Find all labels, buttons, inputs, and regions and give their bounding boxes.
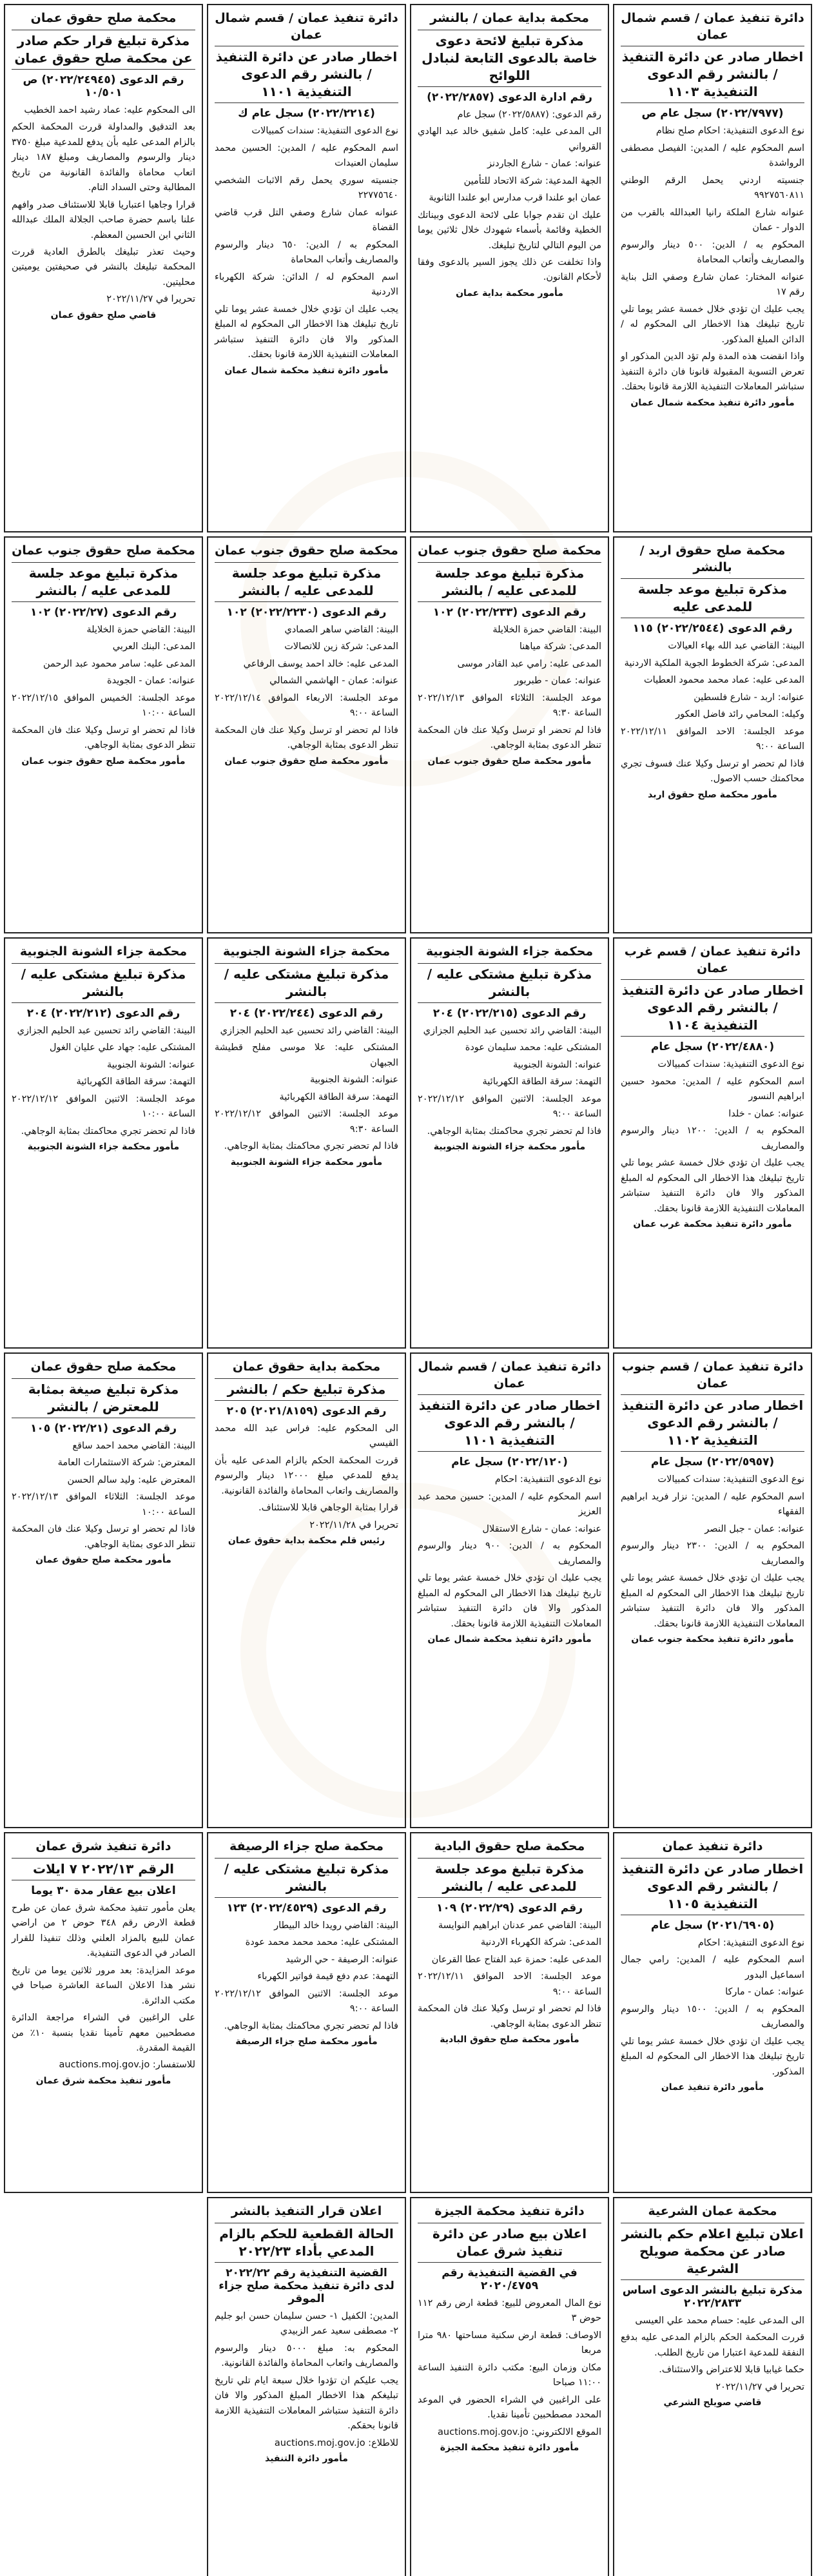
notice-court-title: دائرة تنفيذ عمان / قسم غرب عمان	[624, 944, 801, 975]
notice-heading: الحالة القطعية للحكم بالزام المدعي بأداء ٢٠٢٢/٢٣	[215, 2223, 398, 2263]
notice-case-number: رقم الدعوى (٢٠٢٢/٢٧) ١٠٢	[30, 605, 177, 619]
notice-heading: مذكرة تبليغ موعد جلسة للمدعى عليه / بالنشر	[418, 562, 601, 602]
notice-paragraph: المدعى: شركة زين للاتصالات	[284, 641, 398, 652]
legal-notice	[207, 1352, 406, 1828]
legal-notice	[410, 1352, 609, 1828]
notice-signature: مأمور دائرة التنفيذ	[265, 2454, 348, 2464]
notice-paragraph: تحريرا في ٢٠٢٢/١١/٢٧	[715, 2381, 804, 2392]
notice-body	[12, 1439, 195, 1552]
notice-paragraph: التهمة: سرقة الطاقة الكهربائية	[279, 1091, 398, 1102]
notice-paragraph: البينة: القاضي ساهر الصمادي	[284, 624, 398, 635]
notice-paragraph: عنوانه: عمان - شارع الاستقلال	[482, 1523, 601, 1534]
notice-paragraph: الموقع الالكتروني: auctions.moj.gov.jo	[438, 2426, 601, 2437]
notice-paragraph: عنوانه: عمان - ماركا	[725, 1987, 804, 1998]
notice-court-title: محكمة صلح حقوق عمان	[30, 11, 177, 25]
legal-notice	[207, 536, 406, 933]
notice-paragraph: عنوانه المختار: عمان شارع وصفي التل بناية رقم ١٧	[621, 271, 804, 298]
notice-paragraph: على الراغبين في الشراء الحضور في الموعد المحدد مصطحبين تأمينا نقديا.	[418, 2394, 601, 2421]
notice-paragraph: للاستفسار: auctions.moj.gov.jo	[59, 2060, 195, 2071]
notice-paragraph: عنوانه: الشونة الجنوبية	[513, 1059, 601, 1070]
notice-court-title: دائرة تنفيذ محكمة الجيزة	[434, 2204, 585, 2218]
notice-body	[621, 639, 804, 786]
notice-paragraph: يجب عليك ان تؤدي خلال خمسة عشر يوما تلي تاريخ تبليغك هذا الاخطار الى المحكوم له المبلغ المذكور والا فان دائرة التنفيذ ستباشر المعاملات التنفيذية اللازمة قانونا بحقك.	[621, 1573, 804, 1629]
notice-heading: مذكرة تبليغ مشتكى عليه / بالنشر	[215, 963, 398, 1003]
notice-paragraph: المعترض: شركة الاستثمارات العامة	[57, 1458, 195, 1469]
legal-notice	[410, 2197, 609, 2576]
notice-paragraph: عنوانه: عمان - الجويدة	[107, 676, 195, 687]
notice-paragraph: المشتكى عليه: محمد محمد محمد عودة	[245, 1937, 398, 1948]
notice-paragraph: فاذا لم تحضر او ترسل وكيلا عنك فان المحكمة تنظر الدعوى بمثابة الوجاهي.	[12, 1524, 195, 1550]
legal-notice	[207, 937, 406, 1349]
notice-paragraph: نوع الدعوى التنفيذية: احكام	[494, 1474, 601, 1485]
notice-body	[621, 124, 804, 395]
notice-paragraph: واذا تخلفت عن ذلك يجوز السير بالدعوى وفقا لأحكام القانون.	[418, 257, 601, 283]
notice-case-number: رقم الدعوى (٢٠٢١/٨١٥٩) ٢٠٥	[226, 1404, 387, 1418]
notice-paragraph: البينة: القاضي حمزة الخلايلة	[492, 624, 601, 635]
notice-paragraph: تحريرا في ٢٠٢٢/١١/٢٧	[106, 294, 195, 305]
notice-case-number: (٢٠٢١/٦٩٠٥) سجل عام	[650, 1918, 775, 1932]
notice-body	[621, 2314, 804, 2395]
notice-paragraph: عنوانه: عمان - الهاشمي الشمالي	[269, 676, 398, 687]
notice-paragraph: يجب عليكم ان تؤدوا خلال سبعة ايام تلي تاريخ تبليغكم هذا الاخطار المبلغ المذكور والا فان دائرة التنفيذ ستباشر المعاملات التنفيذية اللازمة قانونا بحقكم.	[215, 2375, 398, 2432]
notice-signature: رئيس قلم محكمة بداية حقوق عمان	[228, 1536, 385, 1547]
notice-paragraph: وكيله: المحامي رائد فاضل العكور	[675, 709, 804, 720]
legal-notice	[613, 4, 812, 532]
notice-paragraph: عنوانه: عمان - شارع الجاردنز	[487, 159, 601, 170]
notice-paragraph: نوع الدعوى التنفيذية: سندات كمبيالات	[657, 1059, 804, 1070]
notice-court-title: محكمة صلح جزاء الرصيفة	[229, 1839, 384, 1853]
legal-notice	[207, 2197, 406, 2576]
notice-body	[12, 103, 195, 307]
legal-notice	[4, 1352, 203, 1828]
notice-signature: مأمور دائرة تنفيذ محكمة شمال عمان	[630, 397, 795, 408]
notice-heading: مذكرة تبليغ موعد جلسة للمدعى عليه / بالنشر	[12, 562, 195, 602]
notice-signature: مأمور محكمة صلح حقوق اربد	[648, 789, 777, 800]
notice-signature: مأمور دائرة تنفيذ محكمة جنوب عمان	[631, 1634, 794, 1645]
notice-signature: مأمور محكمة بداية عمان	[456, 288, 563, 298]
notice-case-number: رقم الدعوى (٢٠٢٢/٤٥٢٩) ١٢٣	[226, 1901, 387, 1915]
notice-signature: مأمور دائرة تنفيذ عمان	[661, 2082, 764, 2093]
notice-body	[418, 1918, 601, 2032]
notice-court-title: محكمة جزاء الشونة الجنوبية	[19, 944, 188, 959]
notice-heading: اخطار صادر عن دائرة التنفيذ / بالنشر رقم الدعوى التنفيذية ١١٠٣	[621, 46, 804, 103]
notice-paragraph: فاذا لم تحضر او ترسل وكيلا عنك فان المحكمة تنظر الدعوى بمثابة الوجاهي.	[418, 2004, 601, 2029]
notice-paragraph: التهمة: عدم دفع قيمة فواتير الكهرباء	[257, 1971, 398, 1982]
notice-paragraph: حكما غيابيا قابلا للاعتراض والاستئناف.	[659, 2365, 804, 2376]
notice-heading: مذكرة تبليغ موعد جلسة للمدعى عليه / بالنشر	[418, 1858, 601, 1898]
notice-paragraph: نوع الدعوى التنفيذية: احكام صلح نظام	[656, 126, 804, 137]
notice-paragraph: يجب عليك ان تؤدي خلال خمسة عشر يوما تلي تاريخ تبليغك هذا الاخطار الى المحكوم له المبلغ المذكور والا فان دائرة التنفيذ ستباشر المعاملات التنفيذية اللازمة قانونا بحقك.	[215, 304, 398, 360]
notice-paragraph: عنوانه: عمان - خلدا	[728, 1108, 804, 1119]
notice-paragraph: فاذا لم تحضر تجري محاكمتك بمثابة الوجاهي.	[224, 2020, 398, 2031]
notice-case-number: القضية التنفيذية رقم ٢٠٢٢/٢٢ لدى دائرة تنفيذ محكمة صلح جزاء الموقر	[219, 2266, 394, 2305]
notice-case-number: رقم الدعوى (٢٠٢٢/٢١٥) ٢٠٤	[432, 1006, 587, 1020]
notice-court-title: اعلان قرار التنفيذ بالنشر	[231, 2204, 382, 2218]
notice-case-number: (٢٠٢٢/١٢٠) سجل عام	[451, 1456, 568, 1469]
notice-paragraph: الى المدعى عليه: حسام محمد علي العيسى	[635, 2315, 804, 2326]
notice-body	[621, 1057, 804, 1216]
notice-paragraph: عنوانه عمان شارع وصفي التل قرب قاضي القضاة	[215, 207, 398, 233]
notice-paragraph: جنسيته سوري يحمل رقم الاثبات الشخصي ٢٢٧٧٥٦٤٠	[215, 175, 398, 201]
notice-paragraph: جنسيته اردني يحمل الرقم الوطني ٩٩٢٧٥٦٠٨١١	[621, 175, 804, 201]
legal-notice	[4, 937, 203, 1349]
notice-paragraph: البينة: القاضي عمر عدنان ابراهيم النوايسة	[438, 1920, 601, 1931]
notice-case-number: (٢٠٢٢/٧٩٧٧) سجل عام ص	[641, 107, 784, 121]
notice-heading: اعلان تبليغ اعلام حكم بالنشر صادر عن محكمة صويلح الشرعية	[621, 2223, 804, 2280]
notice-case-number: رقم الدعوى (٢٠٢٢/٢٢٣٠) ١٠٢	[226, 605, 387, 619]
notice-paragraph: الى المدعى عليه: كامل شفيق خالد عبد الهادي القرواني	[418, 126, 601, 152]
notice-heading: اعلان بيع صادر عن دائرة تنفيذ شرق عمان	[418, 2223, 601, 2263]
notice-court-title: محكمة صلح حقوق اربد / بالنشر	[639, 543, 786, 574]
notice-paragraph: المحكوم به / الدين: ٥٠٠ دينار والرسوم والمصاريف وأتعاب المحاماة	[621, 239, 804, 266]
notice-court-title: دائرة تنفيذ عمان / قسم شمال عمان	[418, 1360, 601, 1390]
notice-paragraph: البينة: القاضي حمزة الخلايلة	[86, 624, 195, 635]
notice-case-number: في القضية التنفيذية رقم ٢٠٢٠/٤٧٥٩	[442, 2266, 578, 2292]
notice-paragraph: المدعى: شركة الكهرباء الاردنية	[480, 1937, 601, 1948]
legal-notice	[207, 4, 406, 532]
notice-case-number: (٢٠٢٢/٤٨٨٠) سجل عام	[650, 1040, 775, 1054]
notice-paragraph: موعد الجلسة: الخميس الموافق ٢٠٢٢/١٢/١٥ الساعة ١٠:٠٠	[12, 692, 195, 719]
notice-paragraph: المدعى عليه: خالد احمد يوسف الرفاعي	[243, 658, 398, 669]
notice-paragraph: عنوانه: الشونة الجنوبية	[310, 1075, 398, 1086]
notice-court-title: دائرة تنفيذ شرق عمان	[35, 1839, 171, 1853]
notice-court-title: دائرة تنفيذ عمان / قسم شمال عمان	[621, 11, 804, 42]
notice-paragraph: التهمة: سرقة الطاقة الكهربائية	[76, 1077, 195, 1088]
legal-notice	[410, 937, 609, 1349]
notice-paragraph: نوع الدعوى التنفيذية: سندات كمبيالات	[657, 1474, 804, 1485]
notice-paragraph: على الراغبين في الشراء مراجعة الدائرة مصطحبين معهم تأمينا نقديا بنسبة ١٠٪ من القيمة المقدرة.	[12, 2013, 195, 2053]
notice-signature: مأمور محكمة صلح حقوق جنوب عمان	[21, 756, 186, 766]
notice-heading: مذكرة تبليغ مشتكى عليه / بالنشر	[215, 1858, 398, 1898]
legal-notice	[4, 1832, 203, 2193]
notice-signature: مأمور محكمة جزاء الشونة الجنوبية	[27, 1142, 180, 1153]
legal-notice	[4, 4, 203, 532]
legal-notice	[613, 1832, 812, 2193]
notice-body	[12, 623, 195, 754]
notice-paragraph: الى المحكوم عليه: فراس عبد الله محمد القيسي	[215, 1423, 398, 1449]
notice-heading: مذكرة تبليغ حكم / بالنشر	[215, 1378, 398, 1401]
notice-paragraph: المدعى: شركة مياهنا	[519, 641, 601, 652]
notice-heading: اخطار صادر عن دائرة التنفيذ / بالنشر رقم الدعوى التنفيذية ١١٠٤	[621, 979, 804, 1037]
notice-paragraph: الجهة المدعية: شركة الاتحاد للتأمين	[463, 175, 601, 186]
notice-case-number: (٢٠٢٢/٢٢١٤) سجل عام ك	[238, 107, 375, 121]
notice-signature: مأمور دائرة تنفيذ محكمة غرب عمان	[633, 1219, 792, 1230]
notice-paragraph: اسم المحكوم عليه / المدين: محمود حسين ابراهيم النسور	[621, 1076, 804, 1102]
notice-paragraph: نوع الدعوى التنفيذية: سندات كمبيالات	[251, 126, 398, 137]
notice-paragraph: نوع المال المعروض للبيع: قطعة ارض رقم ١١٢ حوض ٣	[418, 2298, 601, 2324]
legal-notice	[613, 1352, 812, 1828]
notice-paragraph: البينة: القاضي رائد تحسين عبد الحليم الجزازي	[423, 1025, 601, 1036]
notice-court-title: دائرة تنفيذ عمان	[662, 1839, 763, 1853]
notice-heading: الرقم ٢٠٢٢/١٣ ٧ ايلات	[12, 1858, 195, 1880]
notice-body	[215, 1421, 398, 1533]
notice-paragraph: فاذا لم تحضر او ترسل وكيلا عنك فان المحكمة تنظر الدعوى بمثابة الوجاهي.	[418, 725, 601, 751]
notice-case-number: رقم الدعوى (٢٠٢٢/٢٤٤) ٢٠٤	[229, 1006, 384, 1020]
notice-paragraph: يعلن مأمور تنفيذ محكمة شرق عمان عن طرح قطعة الارض رقم ٣٤٨ حوض ٢ من اراضي عمان للبيع بالمزاد العلني وذلك تنفيذا للقرار الصادر في الدعوى التنفيذية.	[12, 1902, 196, 1959]
notice-case-number: مذكرة تبليغ بالنشر الدعوى اساس ٢٠٢٢/٢٨٣٣	[622, 2283, 803, 2310]
notice-paragraph: الى المحكوم عليه: عماد رشيد احمد الخطيب	[24, 104, 195, 115]
notice-court-title: محكمة صلح حقوق عمان	[30, 1360, 177, 1374]
notice-paragraph: المدعى: شركة الخطوط الجوية الملكية الاردنية	[624, 658, 804, 668]
notice-paragraph: البينة: القاضي رائد تحسين عبد الحليم الجزازي	[220, 1025, 398, 1036]
notice-court-title: دائرة تنفيذ عمان / قسم جنوب عمان	[621, 1360, 804, 1390]
notice-paragraph: المشتكى عليه: جهاد علي عليان الغول	[49, 1042, 195, 1053]
notice-paragraph: اسم المحكوم عليه / المدين: نزار فريد ابراهيم الفقهاء	[621, 1491, 804, 1517]
notice-heading: اخطار صادر عن دائرة التنفيذ / بالنشر رقم الدعوى التنفيذية ١١٠١	[418, 1394, 601, 1452]
notice-paragraph: اسم المحكوم عليه / المدين: حسين محمد عبد العزيز	[418, 1491, 601, 1517]
notice-signature: مأمور محكمة صلح حقوق عمان	[35, 1555, 171, 1566]
notice-paragraph: موعد الجلسة: الاربعاء الموافق ٢٠٢٢/١٢/١٤ الساعة ٩:٠٠	[215, 692, 398, 719]
notice-paragraph: فاذا لم تحضر تجري محاكمتك بمثابة الوجاهي.	[224, 1141, 398, 1152]
notice-paragraph: الاوصاف: قطعة ارض سكنية مساحتها ٩٨٠ مترا مربعا	[418, 2330, 601, 2356]
notice-case-number: (٢٠٢٢/٥٩٥٧) سجل عام	[650, 1456, 775, 1469]
legal-notice	[410, 536, 609, 933]
notice-body	[215, 1024, 398, 1155]
notice-paragraph: يجب عليك ان تؤدي خلال خمسة عشر يوما تلي تاريخ تبليغك هذا الاخطار الى المحكوم له المبلغ المذكور والا فان دائرة التنفيذ ستباشر المعاملات التنفيذية اللازمة قانونا بحقك.	[621, 1158, 804, 1214]
notice-paragraph: وحيث تعذر تبليغك بالطرق العادية قررت المحكمة تبليغك بالنشر في صحيفتين يوميتين محليتين.	[12, 247, 195, 288]
notice-heading: اخطار صادر عن دائرة التنفيذ / بالنشر رقم الدعوى التنفيذية ١١٠١	[215, 46, 398, 103]
notice-body	[215, 623, 398, 754]
notice-paragraph: نوع الدعوى التنفيذية: احكام	[697, 1937, 804, 1948]
notice-paragraph: قررت المحكمة الحكم بالزام المدعى عليه بأن يدفع للمدعي مبلغ ١٢٠٠٠ دينار والرسوم والمصاريف واتعاب المحاماة والفائدة القانونية.	[215, 1455, 398, 1496]
notice-paragraph: يجب عليك ان تؤدي خلال خمسة عشر يوما تلي تاريخ تبليغك هذا الاخطار الى المحكوم له المبلغ المذكور والا فان دائرة التنفيذ ستباشر المعاملات التنفيذية اللازمة قانونا بحقك.	[418, 1573, 601, 1629]
notice-heading: مذكرة تبليغ موعد جلسة للمدعى عليه / بالنشر	[215, 562, 398, 602]
notice-paragraph: البينة: القاضي محمد احمد ساقع	[72, 1440, 195, 1451]
notice-paragraph: البينة: القاضي رائد تحسين عبد الحليم الجزازي	[17, 1025, 195, 1036]
notice-paragraph: التهمة: سرقة الطاقة الكهربائية	[482, 1077, 601, 1088]
notice-paragraph: موعد الجلسة: الثلاثاء الموافق ٢٠٢٢/١٢/١٣ الساعة ١٠:٠٠	[12, 1492, 195, 1517]
notice-body	[418, 2296, 601, 2440]
notice-court-title: محكمة بداية حقوق عمان	[232, 1360, 381, 1374]
legal-notices-page	[4, 4, 812, 2572]
legal-notice	[207, 1832, 406, 2193]
legal-notice	[613, 2197, 812, 2576]
notice-court-title: محكمة عمان الشرعية	[648, 2204, 777, 2218]
notice-paragraph: موعد الجلسة: الاثنين الموافق ٢٠٢٢/١٢/١٢ الساعة ٩:٣٠	[215, 1109, 398, 1135]
notice-paragraph: المدين: الكفيل ١- حسن سليمان حسن ابو جليم ٢- مصطفى سعيد عمر الزبيدي	[215, 2310, 398, 2337]
notice-court-title: محكمة صلح حقوق جنوب عمان	[12, 543, 195, 558]
notice-heading: مذكرة تبليغ لائحة دعوى خاصة بالدعوى التابعة لنبادل اللوائح	[418, 30, 601, 87]
notice-court-title: محكمة صلح حقوق البادية	[434, 1839, 585, 1853]
notice-signature: مأمور محكمة صلح حقوق جنوب عمان	[427, 756, 592, 766]
notice-body	[418, 623, 601, 754]
notice-case-number: رقم الدعوى (٢٠٢٢/٢٤٩٤٥) ص ١٠/٥٠١	[23, 73, 184, 99]
notice-paragraph: موعد الجلسة: الاثنين الموافق ٢٠٢٢/١٢/١٢ الساعة ١٠:٠٠	[12, 1093, 195, 1120]
notice-case-number: رقم الدعوى (٢٠٢٢/٢١٢) ٢٠٤	[26, 1006, 180, 1020]
notice-court-title: محكمة صلح حقوق جنوب عمان	[418, 543, 601, 558]
legal-notice	[613, 937, 812, 1349]
notice-body	[215, 124, 398, 362]
notice-body	[418, 1024, 601, 1139]
notice-paragraph: يجب عليك ان تؤدي خلال خمسة عشر يوما تلي تاريخ تبليغك هذا الاخطار الى المحكوم له / الدائن المبلغ المذكور.	[621, 304, 804, 345]
notice-paragraph: رقم الدعوى: (٢٠٢٢/٥٨٨٧) سجل عام	[457, 109, 601, 120]
notice-paragraph: اسم المحكوم له / الدائن: شركة الكهرباء الاردنية	[215, 271, 398, 298]
notice-heading: مذكرة تبليغ قرار حكم صادر عن محكمة صلح حقوق عمان	[12, 30, 195, 70]
notice-paragraph: للاطلاع: auctions.moj.gov.jo	[274, 2437, 398, 2448]
notice-paragraph: تحريرا في ٢٠٢٢/١١/٢٨	[309, 1519, 398, 1530]
notice-paragraph: موعد الجلسة: الاحد الموافق ٢٠٢٢/١٢/١١ الساعة ٩:٠٠	[621, 726, 804, 752]
notice-court-title: محكمة صلح حقوق جنوب عمان	[215, 543, 398, 558]
notice-signature: مأمور محكمة جزاء الشونة الجنوبية	[433, 1142, 586, 1153]
notice-paragraph: موعد الجلسة: الاحد الموافق ٢٠٢٢/١٢/١١ الساعة ٩:٠٠	[418, 1971, 601, 1997]
notice-paragraph: اسم المحكوم عليه / المدين: الحسين محمد سليمان العنيدات	[215, 142, 398, 169]
legal-notice	[410, 1832, 609, 2193]
notice-body	[12, 1024, 195, 1139]
notice-paragraph: عنوانه: اربد - شارع فلسطين	[694, 692, 804, 703]
notice-signature: مأمور دائرة تنفيذ محكمة شمال عمان	[224, 365, 389, 376]
notice-paragraph: عنوانه: عمان - جبل النصر	[704, 1523, 804, 1534]
notice-case-number: رقم الدعوى (٢٠٢٢/٢١) ١٠٥	[30, 1421, 177, 1435]
notice-body	[418, 1472, 601, 1632]
notice-paragraph: فاذا لم تحضر او ترسل وكيلا عنك فسوف تجري محاكمتك حسب الاصول.	[621, 758, 804, 785]
notice-signature: قاضي صلح حقوق عمان	[50, 309, 157, 320]
notice-case-number: رقم الدعوى (٢٠٢٢/٢٣٣) ١٠٢	[432, 605, 587, 619]
notice-signature: مأمور دائرة تنفيذ محكمة شمال عمان	[427, 1634, 592, 1645]
notice-signature: مأمور محكمة صلح حقوق البادية	[440, 2034, 579, 2045]
notice-case-number: رقم ادارة الدعوى (٢٠٢٢/٢٨٥٧)	[427, 90, 592, 104]
notice-court-title: محكمة بداية عمان / بالنشر	[430, 11, 589, 25]
notice-paragraph: عنوانه شارع الملكة رانيا العبدالله بالقرب من الدوار - عمان	[621, 207, 804, 233]
notice-paragraph: المعترض عليه: وليد سالم الحسن	[67, 1474, 195, 1485]
notice-paragraph: قرارا بمثابة الوجاهي قابلا للاستئناف.	[258, 1503, 398, 1514]
notice-signature: مأمور محكمة صلح حقوق جنوب عمان	[224, 756, 389, 766]
notice-signature: مأمور محكمة صلح جزاء الرصيفة	[235, 2036, 378, 2047]
notice-heading: مذكرة تبليغ صيغة بمثابة للمعترض / بالنشر	[12, 1378, 195, 1418]
notice-paragraph: المدعى عليه: حمزة عبد الفتاح عطا القرعان	[431, 1954, 601, 1965]
notice-case-number: رقم الدعوى (٢٠٢٢/٢٩) ١٠٩	[436, 1901, 583, 1915]
notice-paragraph: البينة: القاضي رويدا خالد البيطار	[274, 1920, 398, 1931]
notice-paragraph: واذا انقضت هذه المدة ولم تؤد الدين المذكور او تعرض التسوية المقبولة قانونا فان دائرة التنفيذ ستباشر المعاملات التنفيذية اللازمة قانونا بحقك.	[621, 351, 804, 393]
notice-paragraph: اسم المحكوم عليه / المدين: رامي جمال اسماعيل البدور	[621, 1955, 804, 1980]
notice-paragraph: فاذا لم تحضر او ترسل وكيلا عنك فان المحكمة تنظر الدعوى بمثابة الوجاهي.	[215, 725, 398, 751]
notice-paragraph: يجب عليك ان تؤدي خلال خمسة عشر يوما تلي تاريخ تبليغك هذا الاخطار الى المحكوم له المبلغ المذكور.	[621, 2036, 804, 2077]
notice-body	[215, 1918, 398, 2034]
legal-notice	[410, 4, 609, 532]
notice-paragraph: المحكوم به / الدين: ١٥٠٠ دينار والرسوم والمصاريف	[621, 2004, 804, 2030]
notice-paragraph: عنوانه: الشونة الجنوبية	[107, 1059, 195, 1070]
notice-signature: مأمور دائرة تنفيذ محكمة الجيزة	[440, 2443, 579, 2453]
notice-paragraph: المشتكى عليه: محمد سليمان عودة	[465, 1042, 601, 1053]
notice-court-title: دائرة تنفيذ عمان / قسم شمال عمان	[215, 11, 398, 42]
legal-notice	[4, 536, 203, 933]
notice-paragraph: عمان ابو علندا قرب مدارس ابو علندا الثانوية	[429, 193, 601, 204]
notice-paragraph: المحكوم به: مبلغ ٥٠٠٠ دينار والرسوم والمصاريف واتعاب المحاماة والفائدة القانونية.	[215, 2343, 398, 2369]
notice-paragraph: المدعى عليه: رامي عبد القادر موسى	[457, 658, 601, 669]
legal-notice	[613, 536, 812, 933]
notice-body	[418, 108, 601, 286]
notice-paragraph: اسم المحكوم عليه / المدين: الفيصل مصطفى الرواشدة	[621, 142, 804, 169]
notice-body	[12, 1901, 195, 2073]
notice-paragraph: فاذا لم تحضر تجري محاكمتك بمثابة الوجاهي.	[427, 1126, 601, 1137]
notice-paragraph: عنوانه: الرصيفة - حي الرشيد	[286, 1954, 398, 1965]
notice-signature: مأمور محكمة جزاء الشونة الجنوبية	[230, 1156, 383, 1167]
notice-paragraph: المحكوم به / الدين: ٦٥٠ دينار والرسوم والمصاريف وأتعاب المحاماة	[215, 239, 398, 266]
notice-case-number: رقم الدعوى (٢٠٢٢/٢٥٤٤) ١١٥	[632, 622, 793, 636]
notice-paragraph: قررت المحكمة الحكم بالزام المدعى عليه بدفع النفقة للمدعية اعتبارا من تاريخ الطلب.	[621, 2332, 804, 2358]
notice-body	[621, 1472, 804, 1632]
notice-paragraph: مكان وزمان البيع: مكتب دائرة التنفيذ الساعة ١١:٠٠ صباحا	[418, 2362, 601, 2388]
notice-court-title: محكمة جزاء الشونة الجنوبية	[425, 944, 594, 959]
notice-paragraph: المدعى: البنك العربي	[112, 641, 195, 652]
notice-paragraph: المدعى عليه: سامر محمود عبد الرحمن	[43, 658, 195, 669]
notice-paragraph: المحكوم به / الدين: ١٢٠٠ دينار والرسوم والمصاريف	[621, 1126, 804, 1151]
notice-paragraph: موعد الجلسة: الاثنين الموافق ٢٠٢٢/١٢/١٢ الساعة ٩:٠٠	[418, 1093, 601, 1120]
notice-paragraph: فاذا لم تحضر او ترسل وكيلا عنك فان المحكمة تنظر الدعوى بمثابة الوجاهي.	[12, 725, 195, 751]
notice-paragraph: فاذا لم تحضر تجري محاكمتك بمثابة الوجاهي.	[21, 1126, 195, 1137]
notice-heading: مذكرة تبليغ موعد جلسة للمدعى عليه	[621, 578, 804, 618]
notice-case-number: اعلان بيع عقار مدة ٣٠ يوما	[31, 1884, 176, 1897]
notice-paragraph: المحكوم به / الدين: ٢٣٠٠ دينار والرسوم والمصاريف	[621, 1541, 804, 1566]
notice-body	[621, 1936, 804, 2080]
notice-paragraph: بعد التدقيق والمداولة قررت المحكمة الحكم بالزام المدعى عليه بأن يدفع للمدعية مبلغ ٣٧٥٠ دينار والرسوم والمصاريف ومبلغ ١٨٧ دينار اتعاب محاماة والفائدة القانونية من تاريخ المطالبة وحتى السداد التام.	[12, 122, 195, 193]
notice-paragraph: عنوانه: عمان - طبربور	[514, 676, 601, 687]
notice-signature: قاضي صويلح الشرعي	[663, 2397, 762, 2408]
notice-court-title: محكمة جزاء الشونة الجنوبية	[222, 944, 391, 959]
notice-heading: مذكرة تبليغ مشتكى عليه / بالنشر	[12, 963, 195, 1003]
notice-paragraph: المدعى عليه: عماد محمد محمود العطيات	[644, 675, 804, 686]
notice-heading: اخطار صادر عن دائرة التنفيذ / بالنشر رقم الدعوى التنفيذية ١١٠٥	[621, 1858, 804, 1915]
notice-paragraph: البينة: القاضي عبد الله بهاء العيالات	[668, 641, 804, 652]
notice-paragraph: موعد الجلسة: الثلاثاء الموافق ٢٠٢٢/١٢/١٣ الساعة ٩:٣٠	[418, 692, 601, 719]
notice-paragraph: موعد الجلسة: الاثنين الموافق ٢٠٢٢/١٢/١٢ الساعة ٩:٠٠	[215, 1988, 398, 2015]
notice-paragraph: عليك ان تقدم جوابا على لائحة الدعوى وبيناتك الخطية وقائمة بأسماء شهودك خلال ثلاثين يوما من اليوم التالي لتاريخ تبليغك.	[418, 210, 601, 251]
notice-heading: مذكرة تبليغ مشتكى عليه / بالنشر	[418, 963, 601, 1003]
notice-paragraph: موعد المزايدة: بعد مرور ثلاثين يوما من تاريخ نشر هذا الاعلان الساعة العاشرة صباحا في مكتب الدائرة.	[12, 1965, 195, 2006]
notice-paragraph: قرارا وجاهيا اعتباريا قابلا للاستئناف صدر وافهم علنا باسم حضرة صاحب الجلالة الملك عبدالله الثاني ابن الحسين المعظم.	[12, 199, 195, 240]
notice-paragraph: المحكوم به / الدين: ٩٠٠ دينار والرسوم والمصاريف	[418, 1541, 601, 1566]
notice-paragraph: المشتكى عليه: علا موسى مفلح قطيشة الجبهان	[215, 1042, 398, 1068]
notice-body	[215, 2309, 398, 2451]
notice-heading: اخطار صادر عن دائرة التنفيذ / بالنشر رقم الدعوى التنفيذية ١١٠٢	[621, 1394, 804, 1452]
notice-signature: مأمور تنفيذ محكمة شرق عمان	[35, 2075, 171, 2086]
